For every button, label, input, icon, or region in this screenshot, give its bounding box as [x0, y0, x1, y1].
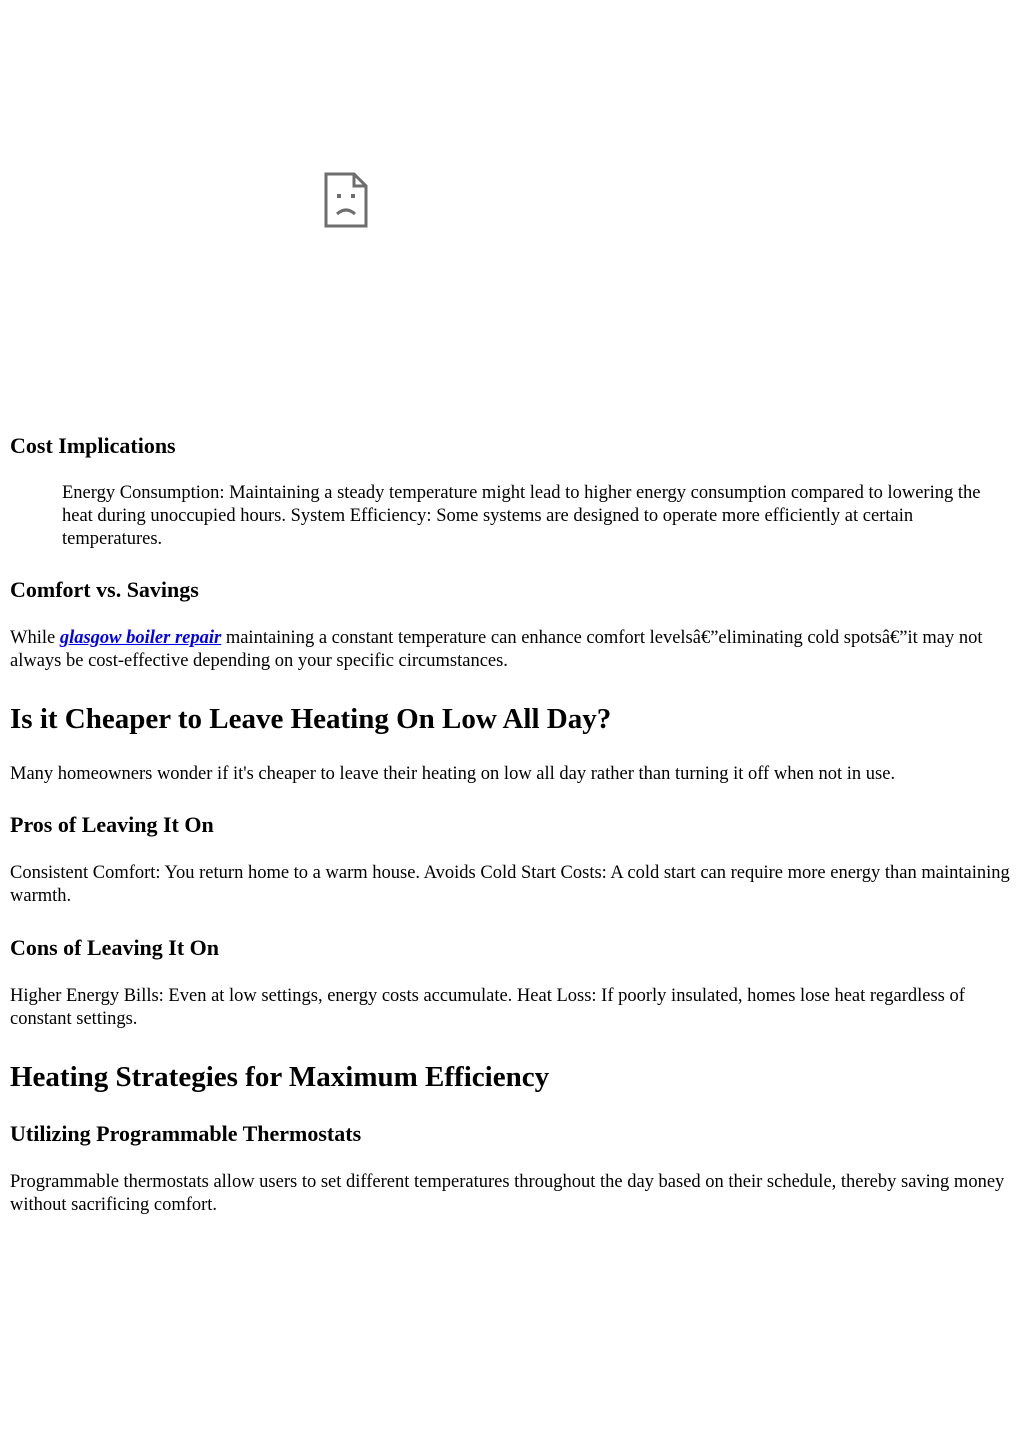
- pros-text: Consistent Comfort: You return home to a warm house. Avoids Cold Start Costs: A cold start can require more energy than maintaining warmth.: [10, 863, 1010, 906]
- cheaper-text: Many homeowners wonder if it's cheaper to leave their heating on low all day rather than turning it off when not in use.: [10, 764, 896, 784]
- broken-image-placeholder: [10, 0, 1010, 412]
- glasgow-boiler-repair-link[interactable]: glasgow boiler repair: [59, 628, 222, 648]
- article: [10, 0, 1010, 1217]
- strategies-heading: Heating Strategies for Maximum Efficiency: [10, 1061, 550, 1093]
- comfort-text-after-link: maintaining a constant temperature can enhance comfort levelsâ€”eliminating cold spotsâ€”it may not always be cost-effective depending on your specific circumstances.: [10, 628, 983, 671]
- pros-heading: Pros of Leaving It On: [10, 812, 214, 837]
- cost-implications-text: Energy Consumption: Maintaining a steady temperature might lead to higher energy consumption compared to lowering the heat during unoccupied hours. System Efficiency: Some systems are designed to operate more efficiently at certain temperatures.: [62, 483, 981, 549]
- broken-image-icon: [324, 172, 368, 228]
- cost-implications-heading: Cost Implications: [10, 433, 176, 458]
- cons-text: Higher Energy Bills: Even at low settings, energy costs accumulate. Heat Loss: If poorly insulated, homes lose heat regardless of constant settings.: [10, 986, 965, 1029]
- thermostats-text: Programmable thermostats allow users to set different temperatures throughout the day based on their schedule, thereby saving money without sacrificing comfort.: [10, 1172, 1005, 1215]
- comfort-vs-savings-text: [10, 627, 1010, 673]
- cheaper-heading: Is it Cheaper to Leave Heating On Low All Day?: [10, 703, 612, 735]
- thermostats-heading: Utilizing Programmable Thermostats: [10, 1121, 362, 1146]
- comfort-text-before-link: While: [10, 628, 60, 648]
- comfort-vs-savings-heading: Comfort vs. Savings: [10, 577, 199, 602]
- cons-heading: Cons of Leaving It On: [10, 935, 220, 960]
